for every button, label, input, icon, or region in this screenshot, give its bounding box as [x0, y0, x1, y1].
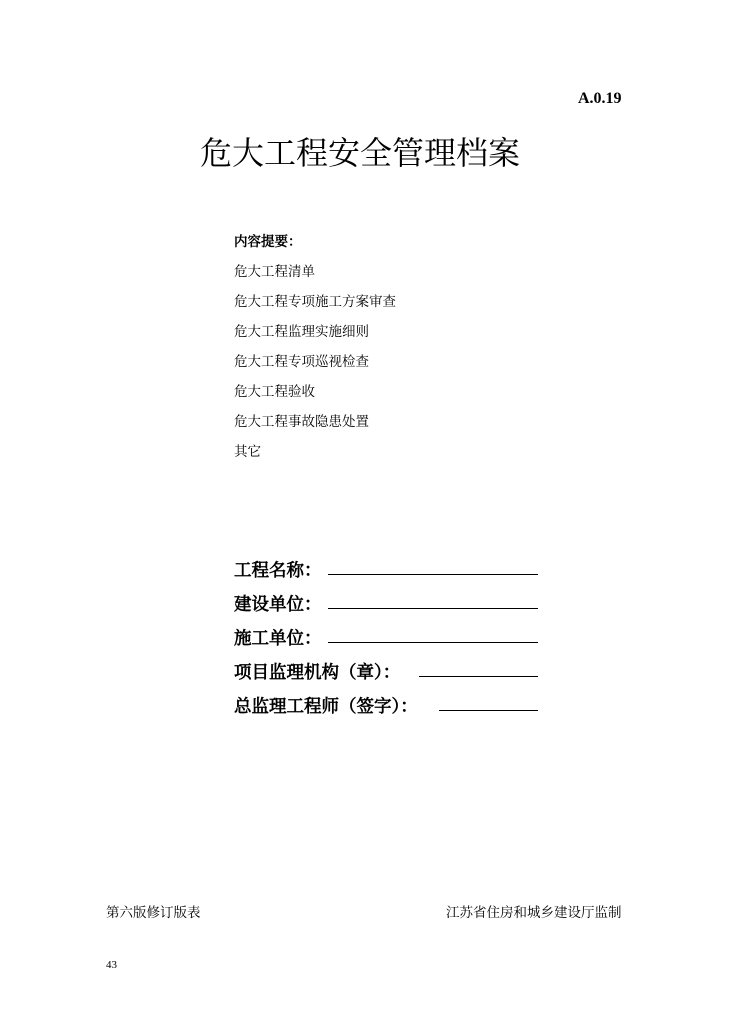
client-unit-field: [234, 589, 544, 623]
issuing-authority: 江苏省住房和城乡建设厅监制: [446, 905, 622, 921]
supervision-org-label: 项目监理机构（章）：: [234, 663, 401, 683]
supervision-org-line[interactable]: [419, 676, 538, 677]
page-number: 43: [106, 959, 117, 971]
project-name-label: 工程名称：: [234, 561, 322, 581]
chief-engineer-line[interactable]: [439, 710, 538, 711]
document-title: 危大工程安全管理档案: [200, 134, 521, 172]
contents-item-hazard-handling: 危大工程事故隐患处置: [234, 414, 369, 430]
contents-item-special-plan-review: 危大工程专项施工方案审查: [234, 294, 396, 310]
contents-item-patrol-inspection: 危大工程专项巡视检查: [234, 354, 369, 370]
contractor-unit-field: [234, 623, 544, 657]
contents-item-dangerous-works-list: 危大工程清单: [234, 264, 315, 280]
contents-item-acceptance: 危大工程验收: [234, 384, 315, 400]
form-code: A.0.19: [578, 90, 622, 107]
project-name-field: [234, 555, 544, 589]
edition-note: 第六版修订版表: [106, 905, 201, 921]
client-unit-label: 建设单位：: [234, 595, 322, 615]
supervision-org-field: [234, 657, 544, 691]
signature-fields: [234, 555, 544, 725]
client-unit-line[interactable]: [328, 608, 538, 609]
project-name-line[interactable]: [328, 574, 538, 575]
contractor-unit-line[interactable]: [328, 642, 538, 643]
contents-summary: [234, 232, 534, 472]
contents-item-supervision-rules: 危大工程监理实施细则: [234, 324, 369, 340]
contents-heading: 内容提要：: [234, 234, 302, 250]
contractor-unit-label: 施工单位：: [234, 629, 322, 649]
chief-engineer-field: [234, 691, 544, 725]
contents-item-other: 其它: [234, 444, 261, 460]
chief-engineer-label: 总监理工程师（签字）：: [234, 697, 418, 717]
